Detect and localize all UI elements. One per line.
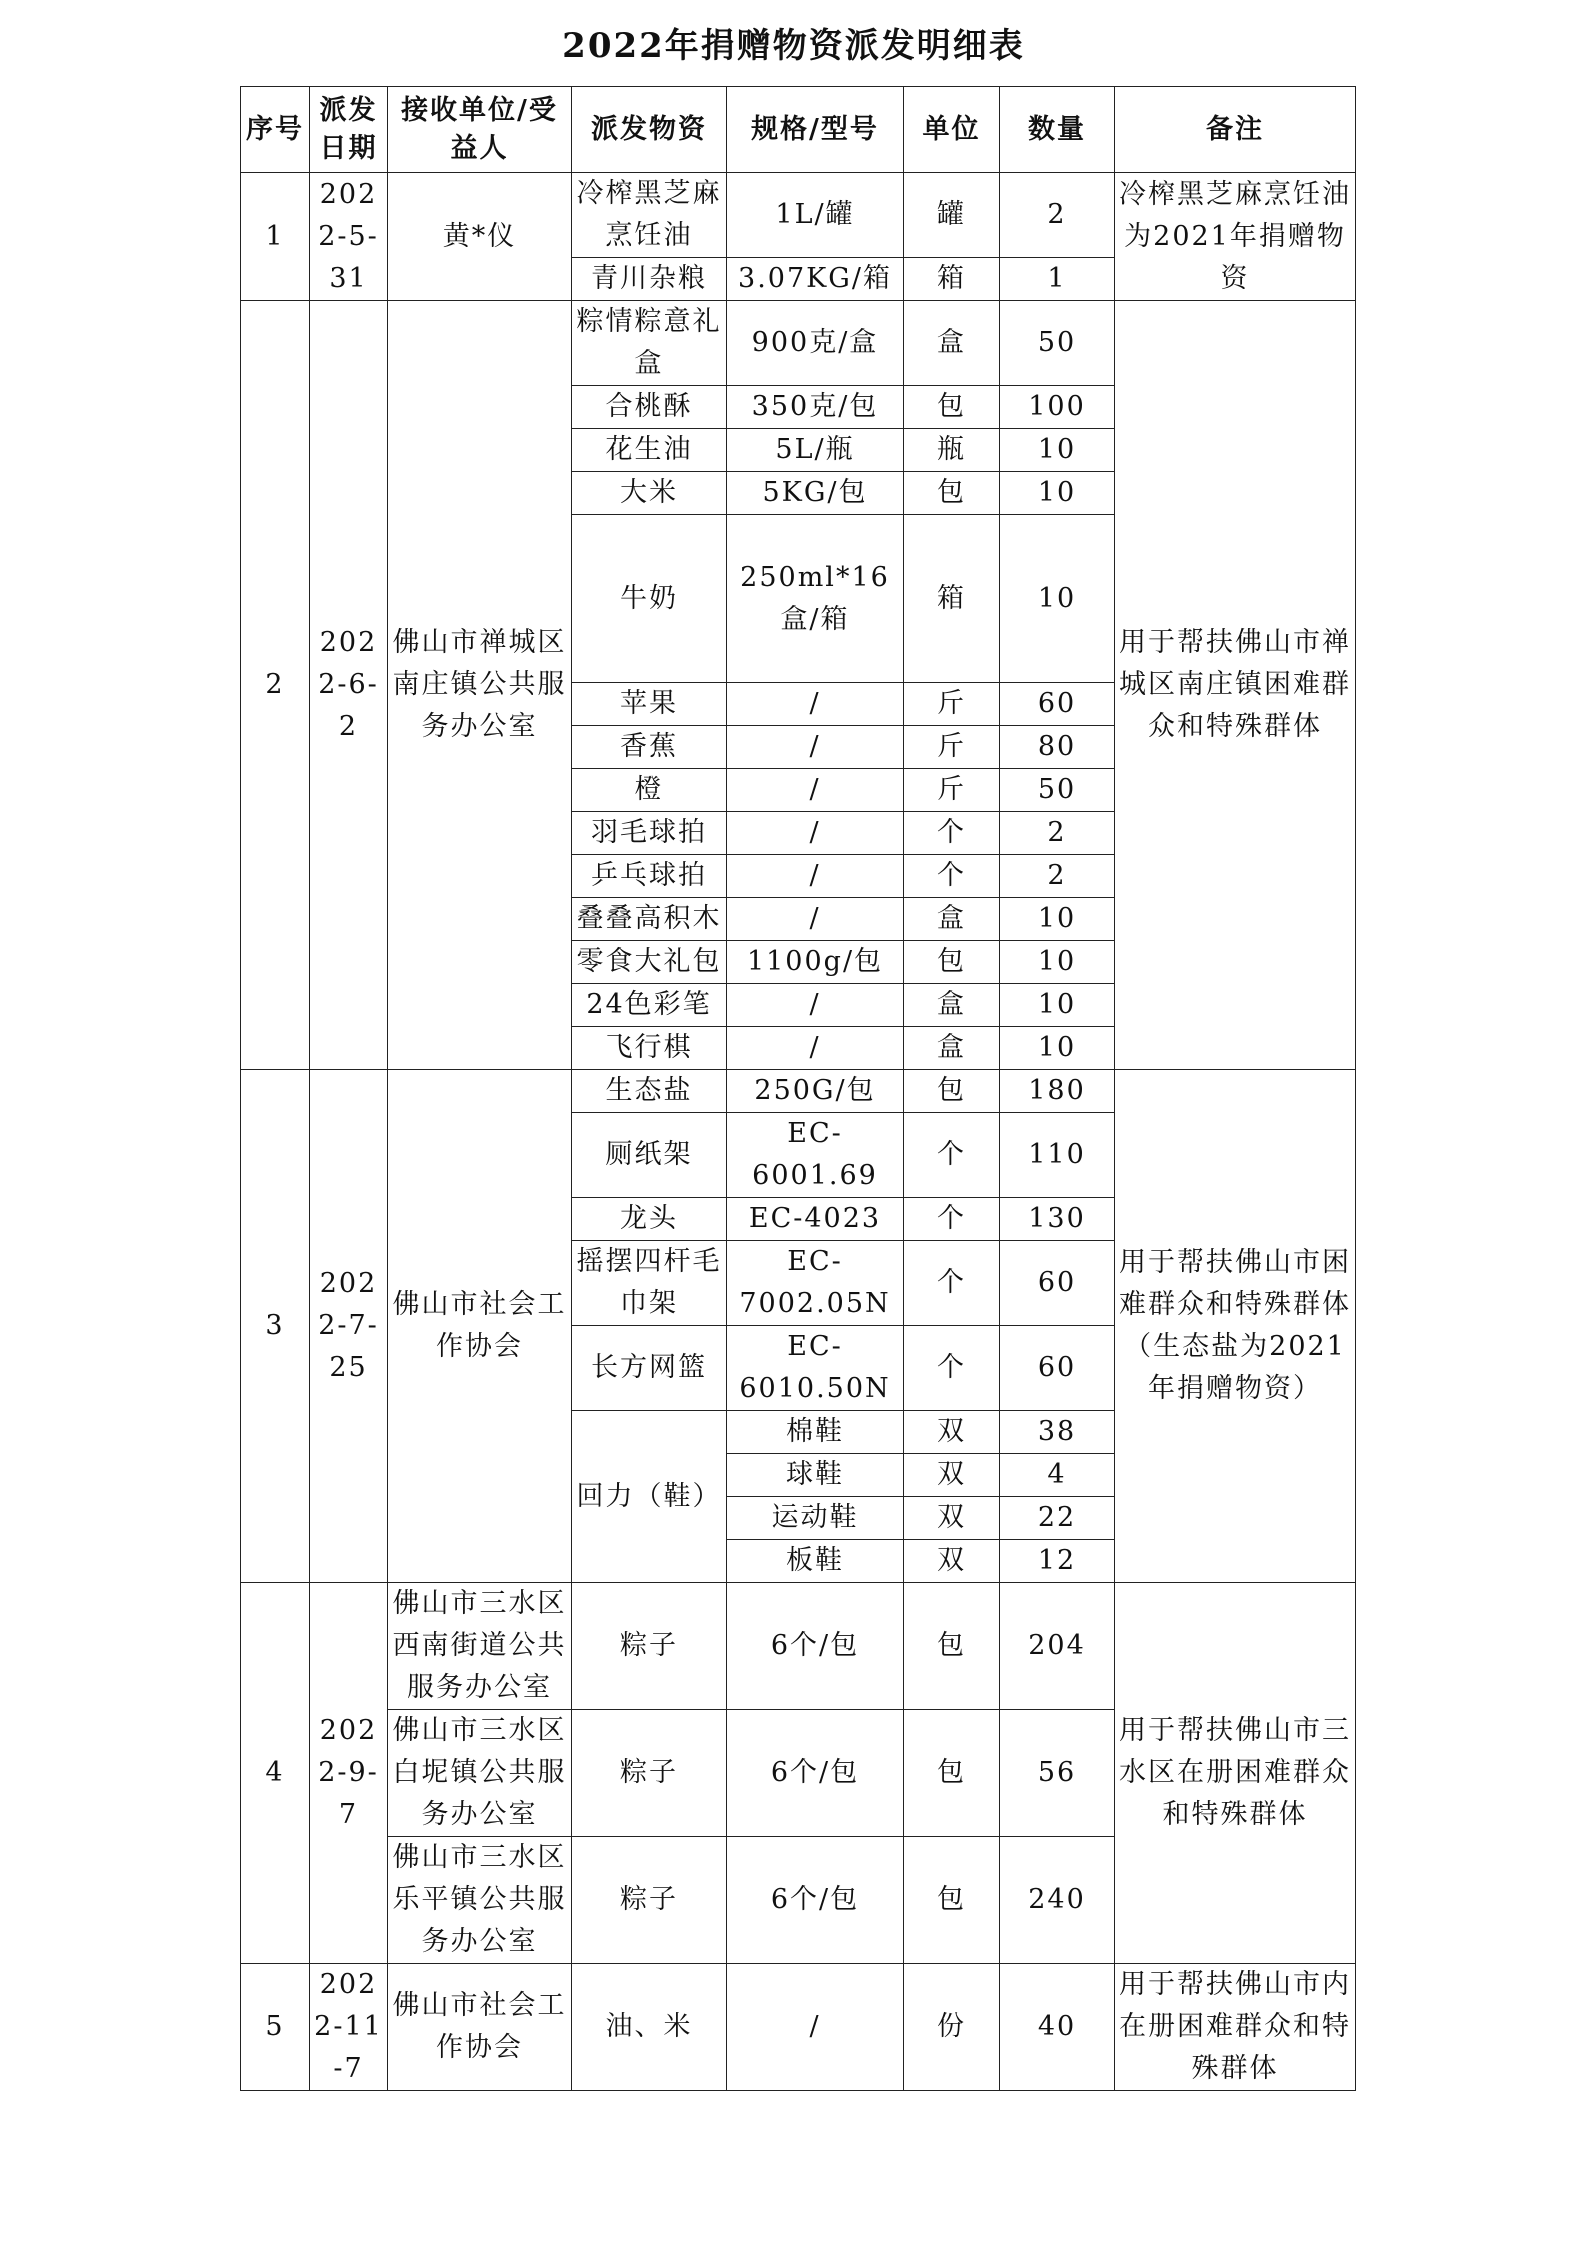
item-cell: 羽毛球拍 [572, 812, 727, 855]
seq-cell: 4 [241, 1583, 310, 1964]
recipient-cell: 佛山市三水区白坭镇公共服务办公室 [388, 1710, 572, 1837]
recipient-cell: 佛山市三水区乐平镇公共服务办公室 [388, 1837, 572, 1964]
spec-cell: / [727, 726, 904, 769]
qty-cell: 180 [1000, 1070, 1115, 1113]
note-cell: 用于帮扶佛山市困难群众和特殊群体（生态盐为2021年捐赠物资） [1115, 1070, 1356, 1583]
item-cell: 回力（鞋） [572, 1411, 727, 1583]
spec-cell: 6个/包 [727, 1710, 904, 1837]
spec-cell: EC-6001.69 [727, 1113, 904, 1198]
qty-cell: 56 [1000, 1710, 1115, 1837]
date-cell: 2022-11-7 [310, 1964, 388, 2091]
unit-cell: 双 [904, 1540, 1000, 1583]
item-cell: 乒乓球拍 [572, 855, 727, 898]
recipient-cell: 黄*仪 [388, 173, 572, 301]
qty-cell: 80 [1000, 726, 1115, 769]
note-cell: 用于帮扶佛山市内在册困难群众和特殊群体 [1115, 1964, 1356, 2091]
spec-cell: 250ml*16盒/箱 [727, 515, 904, 683]
unit-cell: 包 [904, 1583, 1000, 1710]
qty-cell: 130 [1000, 1198, 1115, 1241]
date-cell: 2022-5-31 [310, 173, 388, 301]
item-cell: 粽子 [572, 1583, 727, 1710]
item-cell: 厕纸架 [572, 1113, 727, 1198]
qty-cell: 12 [1000, 1540, 1115, 1583]
spec-cell: 5L/瓶 [727, 429, 904, 472]
unit-cell: 箱 [904, 515, 1000, 683]
item-cell: 苹果 [572, 683, 727, 726]
qty-cell: 10 [1000, 429, 1115, 472]
item-cell: 牛奶 [572, 515, 727, 683]
unit-cell: 个 [904, 1326, 1000, 1411]
qty-cell: 22 [1000, 1497, 1115, 1540]
unit-cell: 个 [904, 1113, 1000, 1198]
qty-cell: 10 [1000, 898, 1115, 941]
header-seq: 序号 [241, 87, 310, 173]
unit-cell: 份 [904, 1964, 1000, 2091]
item-cell: 粽情粽意礼盒 [572, 301, 727, 386]
item-cell: 粽子 [572, 1837, 727, 1964]
unit-cell: 个 [904, 1241, 1000, 1326]
seq-cell: 2 [241, 301, 310, 1070]
unit-cell: 包 [904, 1710, 1000, 1837]
unit-cell: 包 [904, 472, 1000, 515]
table-row [241, 301, 1356, 386]
qty-cell: 60 [1000, 1241, 1115, 1326]
spec-cell: 1L/罐 [727, 173, 904, 258]
qty-cell: 100 [1000, 386, 1115, 429]
header-qty: 数量 [1000, 87, 1115, 173]
qty-cell: 2 [1000, 173, 1115, 258]
unit-cell: 双 [904, 1454, 1000, 1497]
spec-cell: 3.07KG/箱 [727, 258, 904, 301]
spec-cell: 球鞋 [727, 1454, 904, 1497]
spec-cell: EC-7002.05N [727, 1241, 904, 1326]
table-row [241, 173, 1356, 258]
unit-cell: 斤 [904, 769, 1000, 812]
date-cell: 2022-6-2 [310, 301, 388, 1070]
item-cell: 大米 [572, 472, 727, 515]
unit-cell: 箱 [904, 258, 1000, 301]
date-cell: 2022-9-7 [310, 1583, 388, 1964]
spec-cell: 运动鞋 [727, 1497, 904, 1540]
unit-cell: 盒 [904, 301, 1000, 386]
qty-cell: 10 [1000, 984, 1115, 1027]
header-spec: 规格/型号 [727, 87, 904, 173]
item-cell: 零食大礼包 [572, 941, 727, 984]
donation-table [240, 86, 1356, 2091]
qty-cell: 10 [1000, 472, 1115, 515]
unit-cell: 包 [904, 386, 1000, 429]
table-row [241, 1964, 1356, 2091]
item-cell: 龙头 [572, 1198, 727, 1241]
qty-cell: 40 [1000, 1964, 1115, 2091]
qty-cell: 50 [1000, 769, 1115, 812]
item-cell: 橙 [572, 769, 727, 812]
qty-cell: 10 [1000, 515, 1115, 683]
spec-cell: EC-6010.50N [727, 1326, 904, 1411]
header-note: 备注 [1115, 87, 1356, 173]
item-cell: 香蕉 [572, 726, 727, 769]
recipient-cell: 佛山市三水区西南街道公共服务办公室 [388, 1583, 572, 1710]
qty-cell: 204 [1000, 1583, 1115, 1710]
item-cell: 青川杂粮 [572, 258, 727, 301]
spec-cell: 板鞋 [727, 1540, 904, 1583]
spec-cell: / [727, 683, 904, 726]
qty-cell: 10 [1000, 941, 1115, 984]
item-cell: 合桃酥 [572, 386, 727, 429]
date-cell: 2022-7-25 [310, 1070, 388, 1583]
seq-cell: 5 [241, 1964, 310, 2091]
item-cell: 叠叠高积木 [572, 898, 727, 941]
spec-cell: / [727, 1027, 904, 1070]
item-cell: 冷榨黑芝麻烹饪油 [572, 173, 727, 258]
unit-cell: 瓶 [904, 429, 1000, 472]
qty-cell: 60 [1000, 1326, 1115, 1411]
unit-cell: 斤 [904, 683, 1000, 726]
unit-cell: 包 [904, 1837, 1000, 1964]
table-row [241, 1583, 1356, 1710]
qty-cell: 4 [1000, 1454, 1115, 1497]
unit-cell: 包 [904, 941, 1000, 984]
item-cell: 长方网篮 [572, 1326, 727, 1411]
item-cell: 飞行棋 [572, 1027, 727, 1070]
spec-cell: 250G/包 [727, 1070, 904, 1113]
item-cell: 生态盐 [572, 1070, 727, 1113]
unit-cell: 盒 [904, 898, 1000, 941]
spec-cell: 6个/包 [727, 1583, 904, 1710]
header-recipient: 接收单位/受益人 [388, 87, 572, 173]
note-cell: 用于帮扶佛山市三水区在册困难群众和特殊群体 [1115, 1583, 1356, 1964]
spec-cell: / [727, 769, 904, 812]
unit-cell: 双 [904, 1497, 1000, 1540]
qty-cell: 1 [1000, 258, 1115, 301]
unit-cell: 个 [904, 812, 1000, 855]
item-cell: 油、米 [572, 1964, 727, 2091]
spec-cell: / [727, 898, 904, 941]
qty-cell: 2 [1000, 812, 1115, 855]
header-unit: 单位 [904, 87, 1000, 173]
spec-cell: EC-4023 [727, 1198, 904, 1241]
spec-cell: / [727, 984, 904, 1027]
item-cell: 24色彩笔 [572, 984, 727, 1027]
qty-cell: 10 [1000, 1027, 1115, 1070]
spec-cell: 900克/盒 [727, 301, 904, 386]
unit-cell: 盒 [904, 984, 1000, 1027]
header-date: 派发日期 [310, 87, 388, 173]
qty-cell: 50 [1000, 301, 1115, 386]
spec-cell: 1100g/包 [727, 941, 904, 984]
recipient-cell: 佛山市社会工作协会 [388, 1964, 572, 2091]
qty-cell: 38 [1000, 1411, 1115, 1454]
qty-cell: 60 [1000, 683, 1115, 726]
item-cell: 摇摆四杆毛巾架 [572, 1241, 727, 1326]
recipient-cell: 佛山市社会工作协会 [388, 1070, 572, 1583]
table-row [241, 1070, 1356, 1113]
qty-cell: 240 [1000, 1837, 1115, 1964]
unit-cell: 盒 [904, 1027, 1000, 1070]
unit-cell: 斤 [904, 726, 1000, 769]
spec-cell: 棉鞋 [727, 1411, 904, 1454]
item-cell: 花生油 [572, 429, 727, 472]
header-row [241, 87, 1356, 173]
note-cell: 用于帮扶佛山市禅城区南庄镇困难群众和特殊群体 [1115, 301, 1356, 1070]
spec-cell: / [727, 812, 904, 855]
unit-cell: 个 [904, 855, 1000, 898]
unit-cell: 包 [904, 1070, 1000, 1113]
qty-cell: 110 [1000, 1113, 1115, 1198]
spec-cell: / [727, 1964, 904, 2091]
spec-cell: / [727, 855, 904, 898]
seq-cell: 3 [241, 1070, 310, 1583]
recipient-cell: 佛山市禅城区南庄镇公共服务办公室 [388, 301, 572, 1070]
seq-cell: 1 [241, 173, 310, 301]
unit-cell: 双 [904, 1411, 1000, 1454]
note-cell: 冷榨黑芝麻烹饪油为2021年捐赠物资 [1115, 173, 1356, 301]
qty-cell: 2 [1000, 855, 1115, 898]
spec-cell: 5KG/包 [727, 472, 904, 515]
unit-cell: 个 [904, 1198, 1000, 1241]
page-title: 2022年捐赠物资派发明细表 [562, 26, 1025, 66]
item-cell: 粽子 [572, 1710, 727, 1837]
spec-cell: 350克/包 [727, 386, 904, 429]
unit-cell: 罐 [904, 173, 1000, 258]
header-item: 派发物资 [572, 87, 727, 173]
spec-cell: 6个/包 [727, 1837, 904, 1964]
